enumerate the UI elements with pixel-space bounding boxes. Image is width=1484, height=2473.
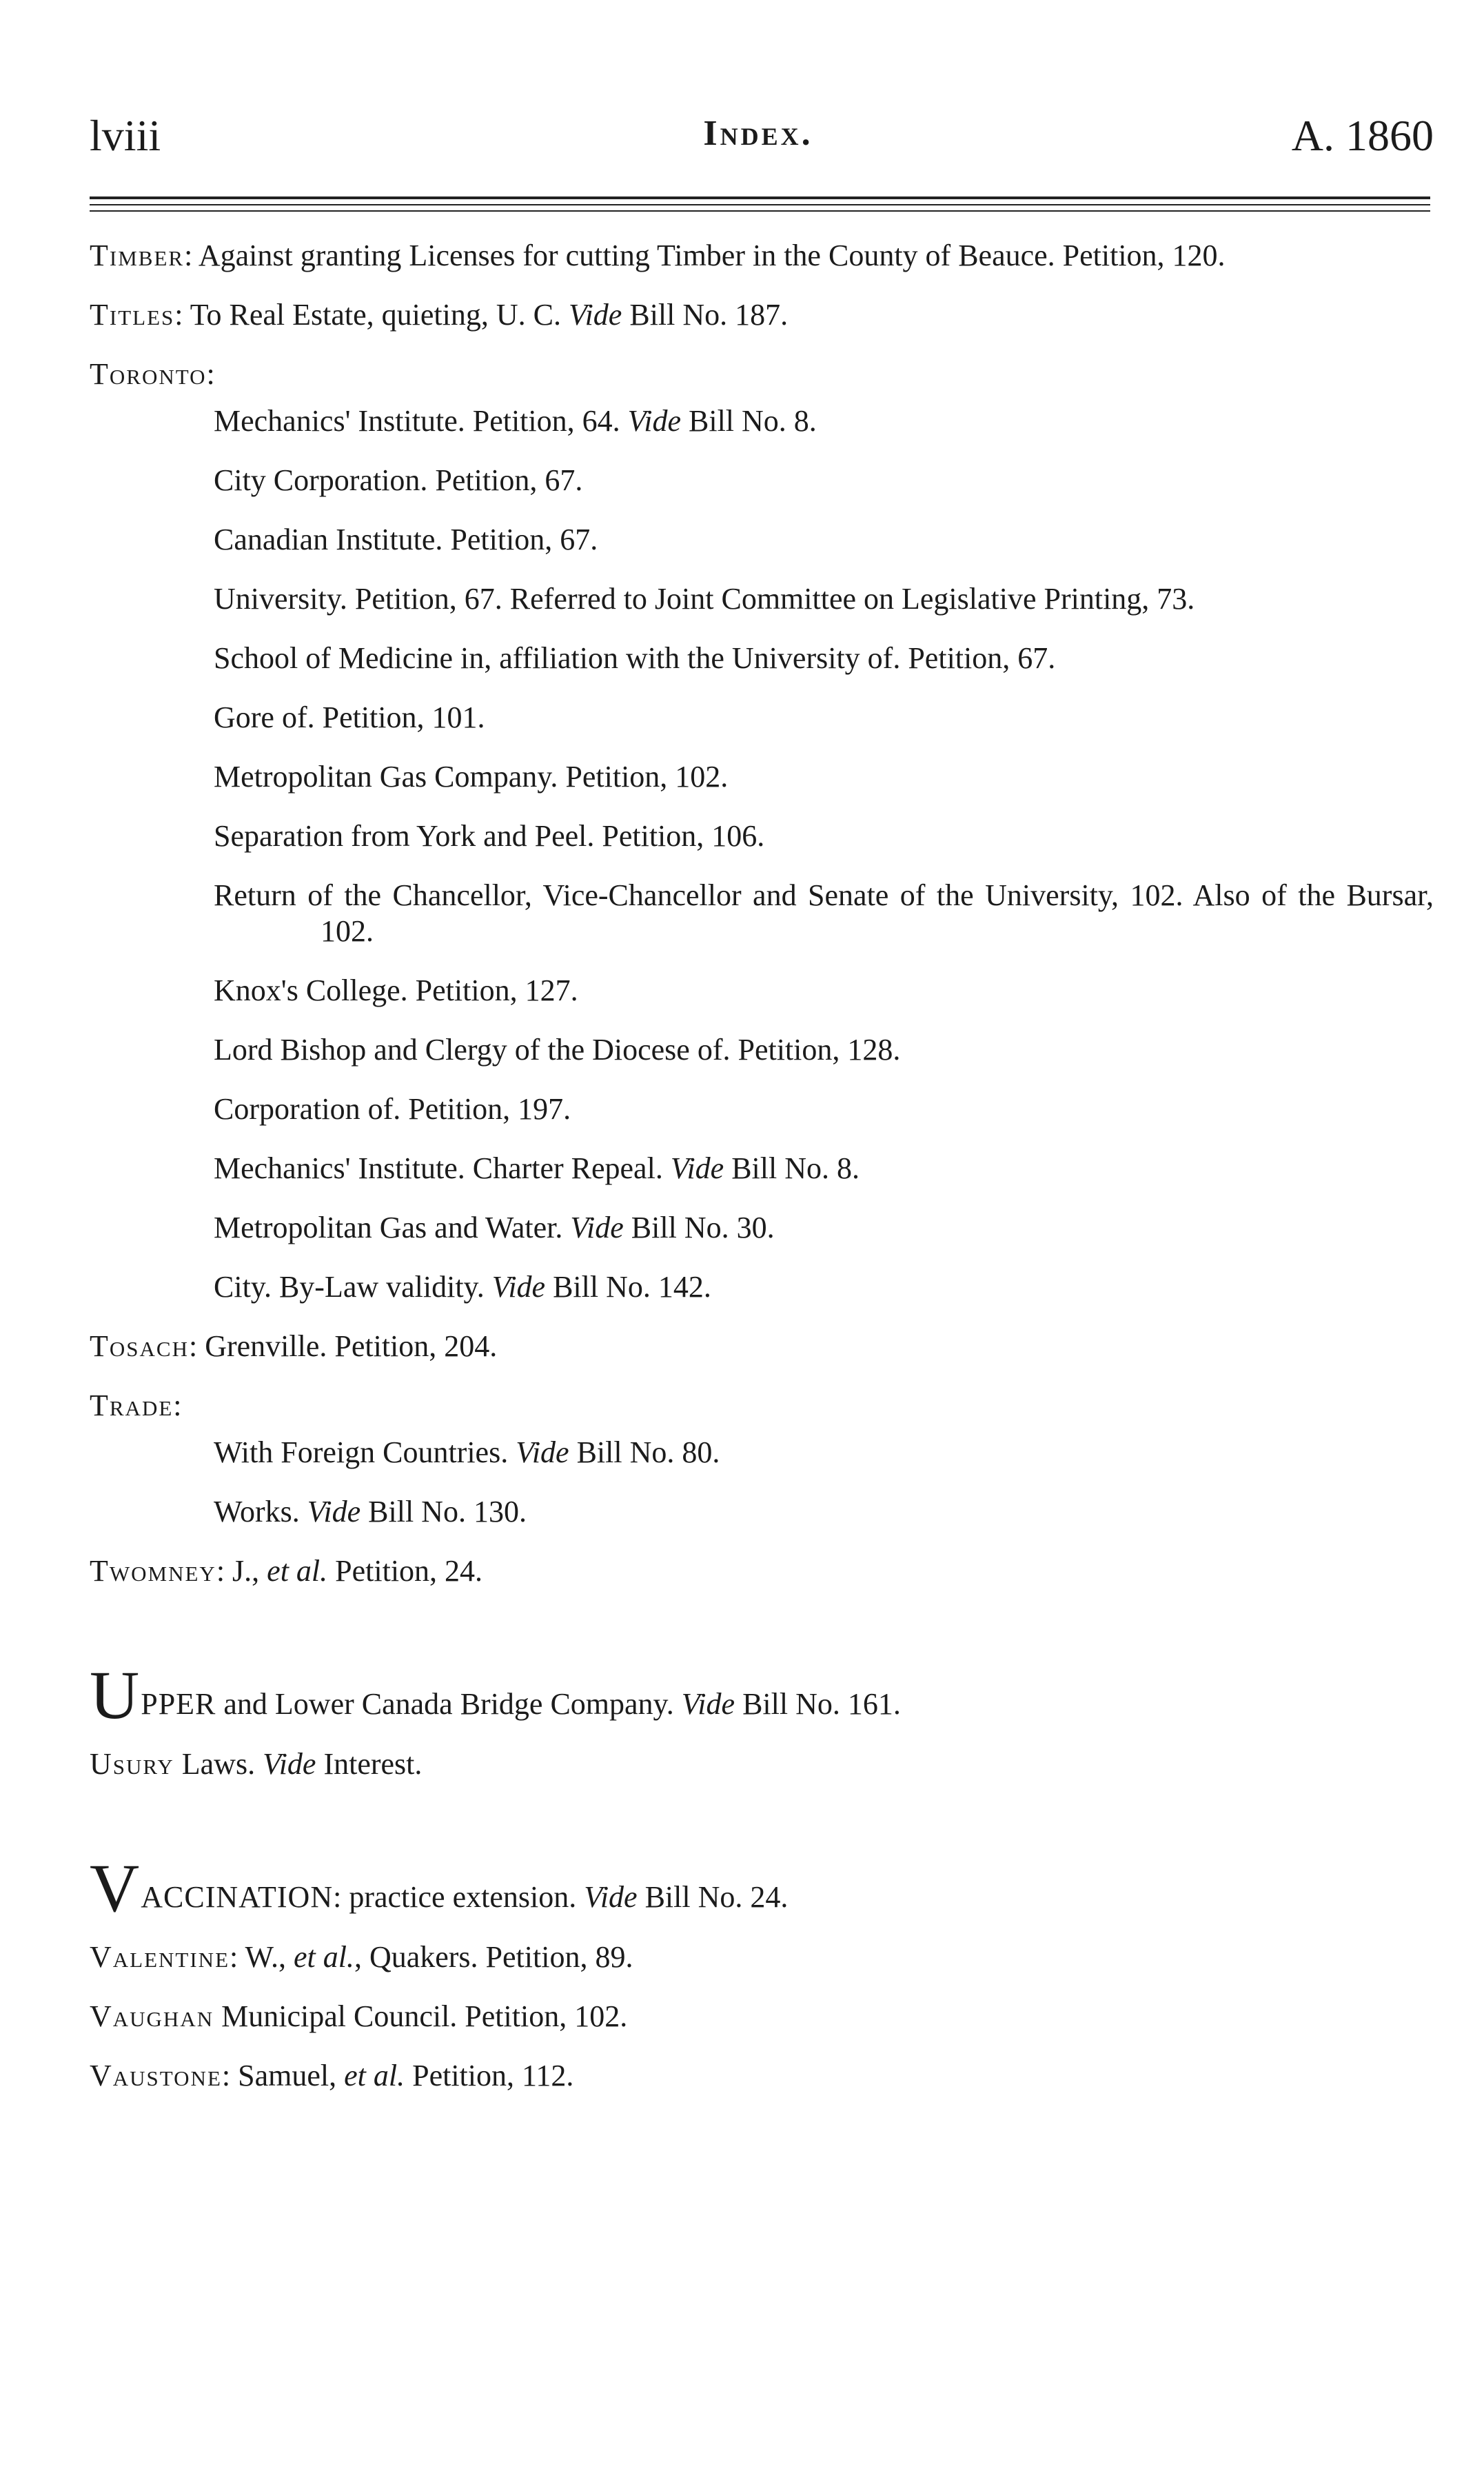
entry-heading: Trade — [90, 1389, 174, 1422]
subentry: Knox's College. Petition, 127. — [214, 973, 578, 1007]
subentry: Metropolitan Gas Company. Petition, 102. — [214, 760, 729, 794]
vide-reference: Vide — [681, 1687, 735, 1721]
entry-heading: Vaustone — [90, 2059, 222, 2092]
entry-heading: PPER — [141, 1687, 216, 1721]
header-rule — [90, 196, 1430, 199]
section-initial: V — [90, 1850, 140, 1926]
vide-reference: Vide — [568, 298, 622, 332]
year-label: A. 1860 — [1291, 111, 1434, 160]
entry-heading: Timber — [90, 239, 185, 272]
entry-heading: Toronto — [90, 357, 207, 391]
subentry: Metropolitan Gas and Water. Vide Bill No. 30. — [214, 1211, 775, 1244]
entry-text: Grenville. Petition, 204. — [197, 1329, 498, 1363]
entry-heading: Usury — [90, 1747, 174, 1781]
subentry: Corporation of. Petition, 197. — [214, 1092, 571, 1126]
subentry: University. Petition, 67. Referred to Joint Committee on Legislative Printing, 73. — [214, 582, 1195, 616]
subentry: City Corporation. Petition, 67. — [214, 463, 583, 497]
vide-reference: Vide — [491, 1270, 546, 1304]
entry-text: To Real Estate, quieting, U. C. — [183, 298, 569, 332]
subentry: Canadian Institute. Petition, 67. — [214, 523, 598, 556]
et-al: et al. — [293, 1940, 354, 1974]
vide-reference: Vide — [627, 404, 681, 438]
entry-heading: Tosach — [90, 1329, 189, 1363]
index-entry-upper: UPPER and Lower Canada Bridge Company. Vide Bill No. 161. — [90, 1657, 901, 1733]
trade-subentries — [90, 1435, 1434, 1530]
entry-heading: Titles — [90, 298, 175, 332]
subentry: School of Medicine in, affiliation with the University of. Petition, 67. — [214, 641, 1056, 675]
subentry: Mechanics' Institute. Petition, 64. Vide Bill No. 8. — [214, 404, 817, 438]
index-entry-toronto: Toronto: — [90, 357, 215, 391]
entry-text: Against granting Licenses for cutting Timber in the County of Beauce. Petition, 120. — [192, 239, 1226, 272]
vide-reference: Vide — [263, 1747, 316, 1781]
et-al: et al. — [344, 2059, 405, 2092]
vide-reference: Vide — [516, 1435, 569, 1469]
header-rule-thin — [90, 204, 1430, 205]
index-entry-tosach: Tosach: Grenville. Petition, 204. — [90, 1329, 498, 1363]
index-entry-trade: Trade: — [90, 1389, 182, 1422]
index-entry-vaustone: Vaustone: Samuel, et al. Petition, 112. — [90, 2059, 574, 2092]
index-entry-vaughan: Vaughan Municipal Council. Petition, 102. — [90, 1999, 628, 2033]
running-header — [83, 103, 1434, 179]
header-rule-thin — [90, 210, 1430, 212]
subentry: Works. Vide Bill No. 130. — [214, 1495, 527, 1528]
subentry: Separation from York and Peel. Petition, 106. — [214, 819, 765, 853]
index-entry-valentine: Valentine: W., et al., Quakers. Petition, 89. — [90, 1940, 633, 1974]
entry-heading: ACCINATION — [141, 1880, 334, 1914]
subentry: Gore of. Petition, 101. — [214, 700, 485, 734]
subentry: Return of the Chancellor, Vice-Chancellor and Senate of the University, 102. Also of the Bursar, 102. — [214, 878, 1434, 948]
section-initial: U — [90, 1657, 140, 1733]
page-number: lviii — [90, 111, 161, 160]
index-entries — [90, 238, 1434, 2117]
index-entry-titles: Titles: To Real Estate, quieting, U. C. Vide Bill No. 187. — [90, 298, 789, 332]
index-entry-usury: Usury Laws. Vide Interest. — [90, 1747, 423, 1781]
entry-heading: Valentine — [90, 1940, 230, 1974]
subentry: City. By-Law validity. Vide Bill No. 142. — [214, 1270, 711, 1304]
et-al: et al. — [267, 1554, 328, 1588]
section-gap — [90, 1613, 1434, 1668]
entry-heading: Twomney — [90, 1554, 216, 1588]
vide-reference: Vide — [670, 1151, 724, 1185]
toronto-subentries — [90, 403, 1434, 1305]
section-gap — [90, 1806, 1434, 1861]
vide-reference: Vide — [584, 1880, 638, 1914]
index-entry-twomney: Twomney: J., et al. Petition, 24. — [90, 1554, 483, 1588]
entry-heading: Vaughan — [90, 1999, 214, 2033]
subentry: Mechanics' Institute. Charter Repeal. Vide Bill No. 8. — [214, 1151, 860, 1185]
index-entry-vaccination: VACCINATION: practice extension. Vide Bill No. 24. — [90, 1850, 789, 1926]
index-entry-timber: Timber: Against granting Licenses for cutting Timber in the County of Beauce. Petition, 120. — [90, 239, 1226, 272]
subentry: Lord Bishop and Clergy of the Diocese of. Petition, 128. — [214, 1033, 901, 1067]
subentry: With Foreign Countries. Vide Bill No. 80. — [214, 1435, 720, 1469]
vide-reference: Vide — [307, 1495, 361, 1528]
page-title: Index. — [703, 114, 813, 153]
vide-reference: Vide — [570, 1211, 624, 1244]
